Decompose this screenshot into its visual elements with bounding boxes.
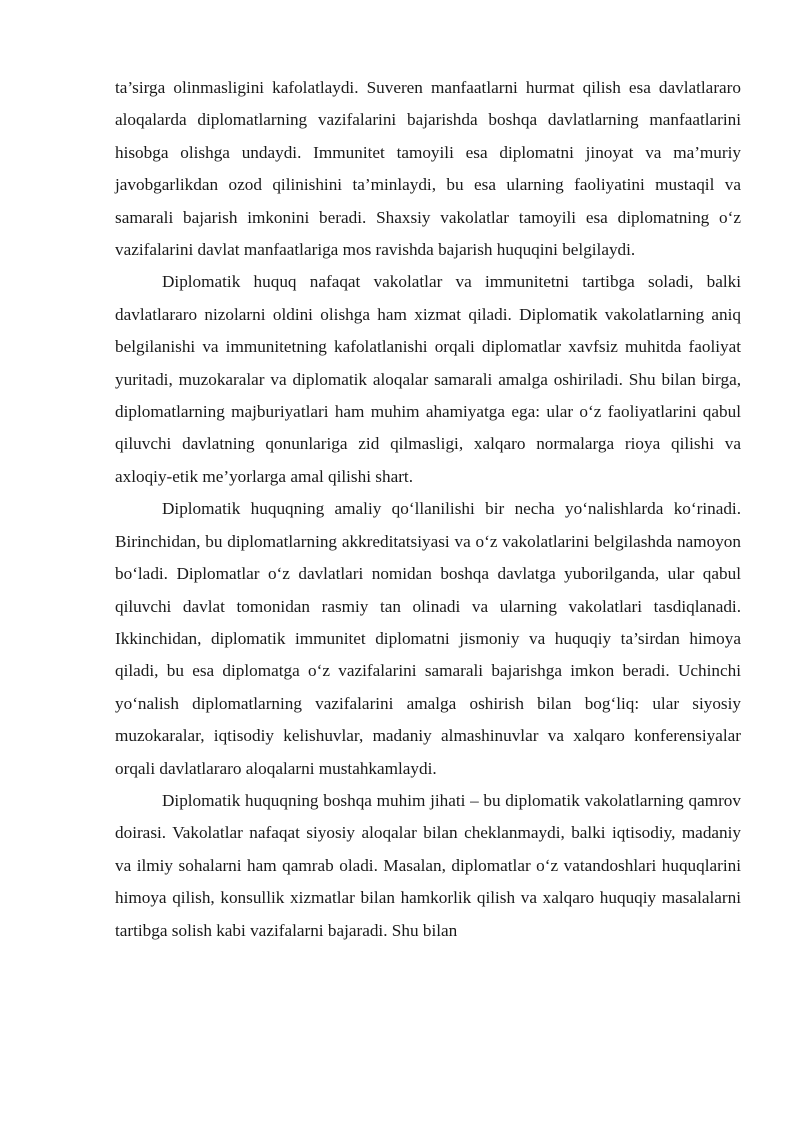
paragraph-diplomatic-law-regulation: Diplomatik huquq nafaqat vakolatlar va immunitetni tartibga soladi, balki davlatlararo nizolarni oldini olishga ham xizmat qiladi. Diplomatik vakolatlarning aniq belgilanishi va immunitetning kafolatlanishi orqali diplomatlar xavfsiz muhitda faoliyat yuritadi, muzokaralar va diplomatik aloqalar samarali amalga oshiriladi. Shu bilan birga, diplomatlarning majburiyatlari ham muhim ahamiyatga ega: ular o‘z faoliyatlarini qabul qiluvchi davlatning qonunlariga zid qilmasligi, xalqaro normalarga rioya qilishi va axloqiy-etik me’yorlarga amal qilishi shart. — [115, 272, 741, 486]
paragraph-scope-of-powers: Diplomatik huquqning boshqa muhim jihati – bu diplomatik vakolatlarning qamrov doirasi. Vakolatlar nafaqat siyosiy aloqalar bilan cheklanmaydi, balki iqtisodiy, madaniy va ilmiy sohalarni ham qamrab oladi. Masalan, diplomatlar o‘z vatandoshlari huquqlarini himoya qilish, konsullik xizmatlar bilan hamkorlik qilish va xalqaro huquqiy masalalarni tartibga solish kabi vazifalarni bajaradi. Shu bilan — [115, 790, 741, 940]
paragraph-continuation: ta’sirga olinmasligini kafolatlaydi. Suveren manfaatlarni hurmat qilish esa davlatlararo aloqalarda diplomatlarning vazifalarini bajarishda boshqa davlatlarning manfaatlarini hisobga olishga undaydi. Immunitet tamoyili esa diplomatni jinoyat va ma’muriy javobgarlikdan ozod qilinishini ta’minlaydi, bu esa ularning faoliyatini mustaqil va samarali bajarish imkonini beradi. Shaxsiy vakolatlar tamoyili esa diplomatning o‘z vazifalarini davlat manfaatlariga mos ravishda bajarish huquqini belgilaydi. — [115, 78, 741, 260]
body-text — [115, 72, 741, 947]
paragraph-practical-application: Diplomatik huquqning amaliy qo‘llanilishi bir necha yo‘nalishlarda ko‘rinadi. Birinchidan, bu diplomatlarning akkreditatsiyasi va o‘z vakolatlarini belgilashda namoyon bo‘ladi. Diplomatlar o‘z davlatlari nomidan boshqa davlatga yuborilganda, ular qabul qiluvchi davlat tomonidan rasmiy tan olinadi va ularning vakolatlari tasdiqlanadi. Ikkinchidan, diplomatik immunitet diplomatni jismoniy va huquqiy ta’sirdan himoya qiladi, bu esa diplomatga o‘z vazifalarini samarali bajarishga imkon beradi. Uchinchi yo‘nalish diplomatlarning vazifalarini amalga oshirish bilan bog‘liq: ular siyosiy muzokaralar, iqtisodiy kelishuvlar, madaniy almashinuvlar va xalqaro konferensiyalar orqali davlatlararo aloqalarni mustahkamlaydi. — [115, 499, 741, 778]
